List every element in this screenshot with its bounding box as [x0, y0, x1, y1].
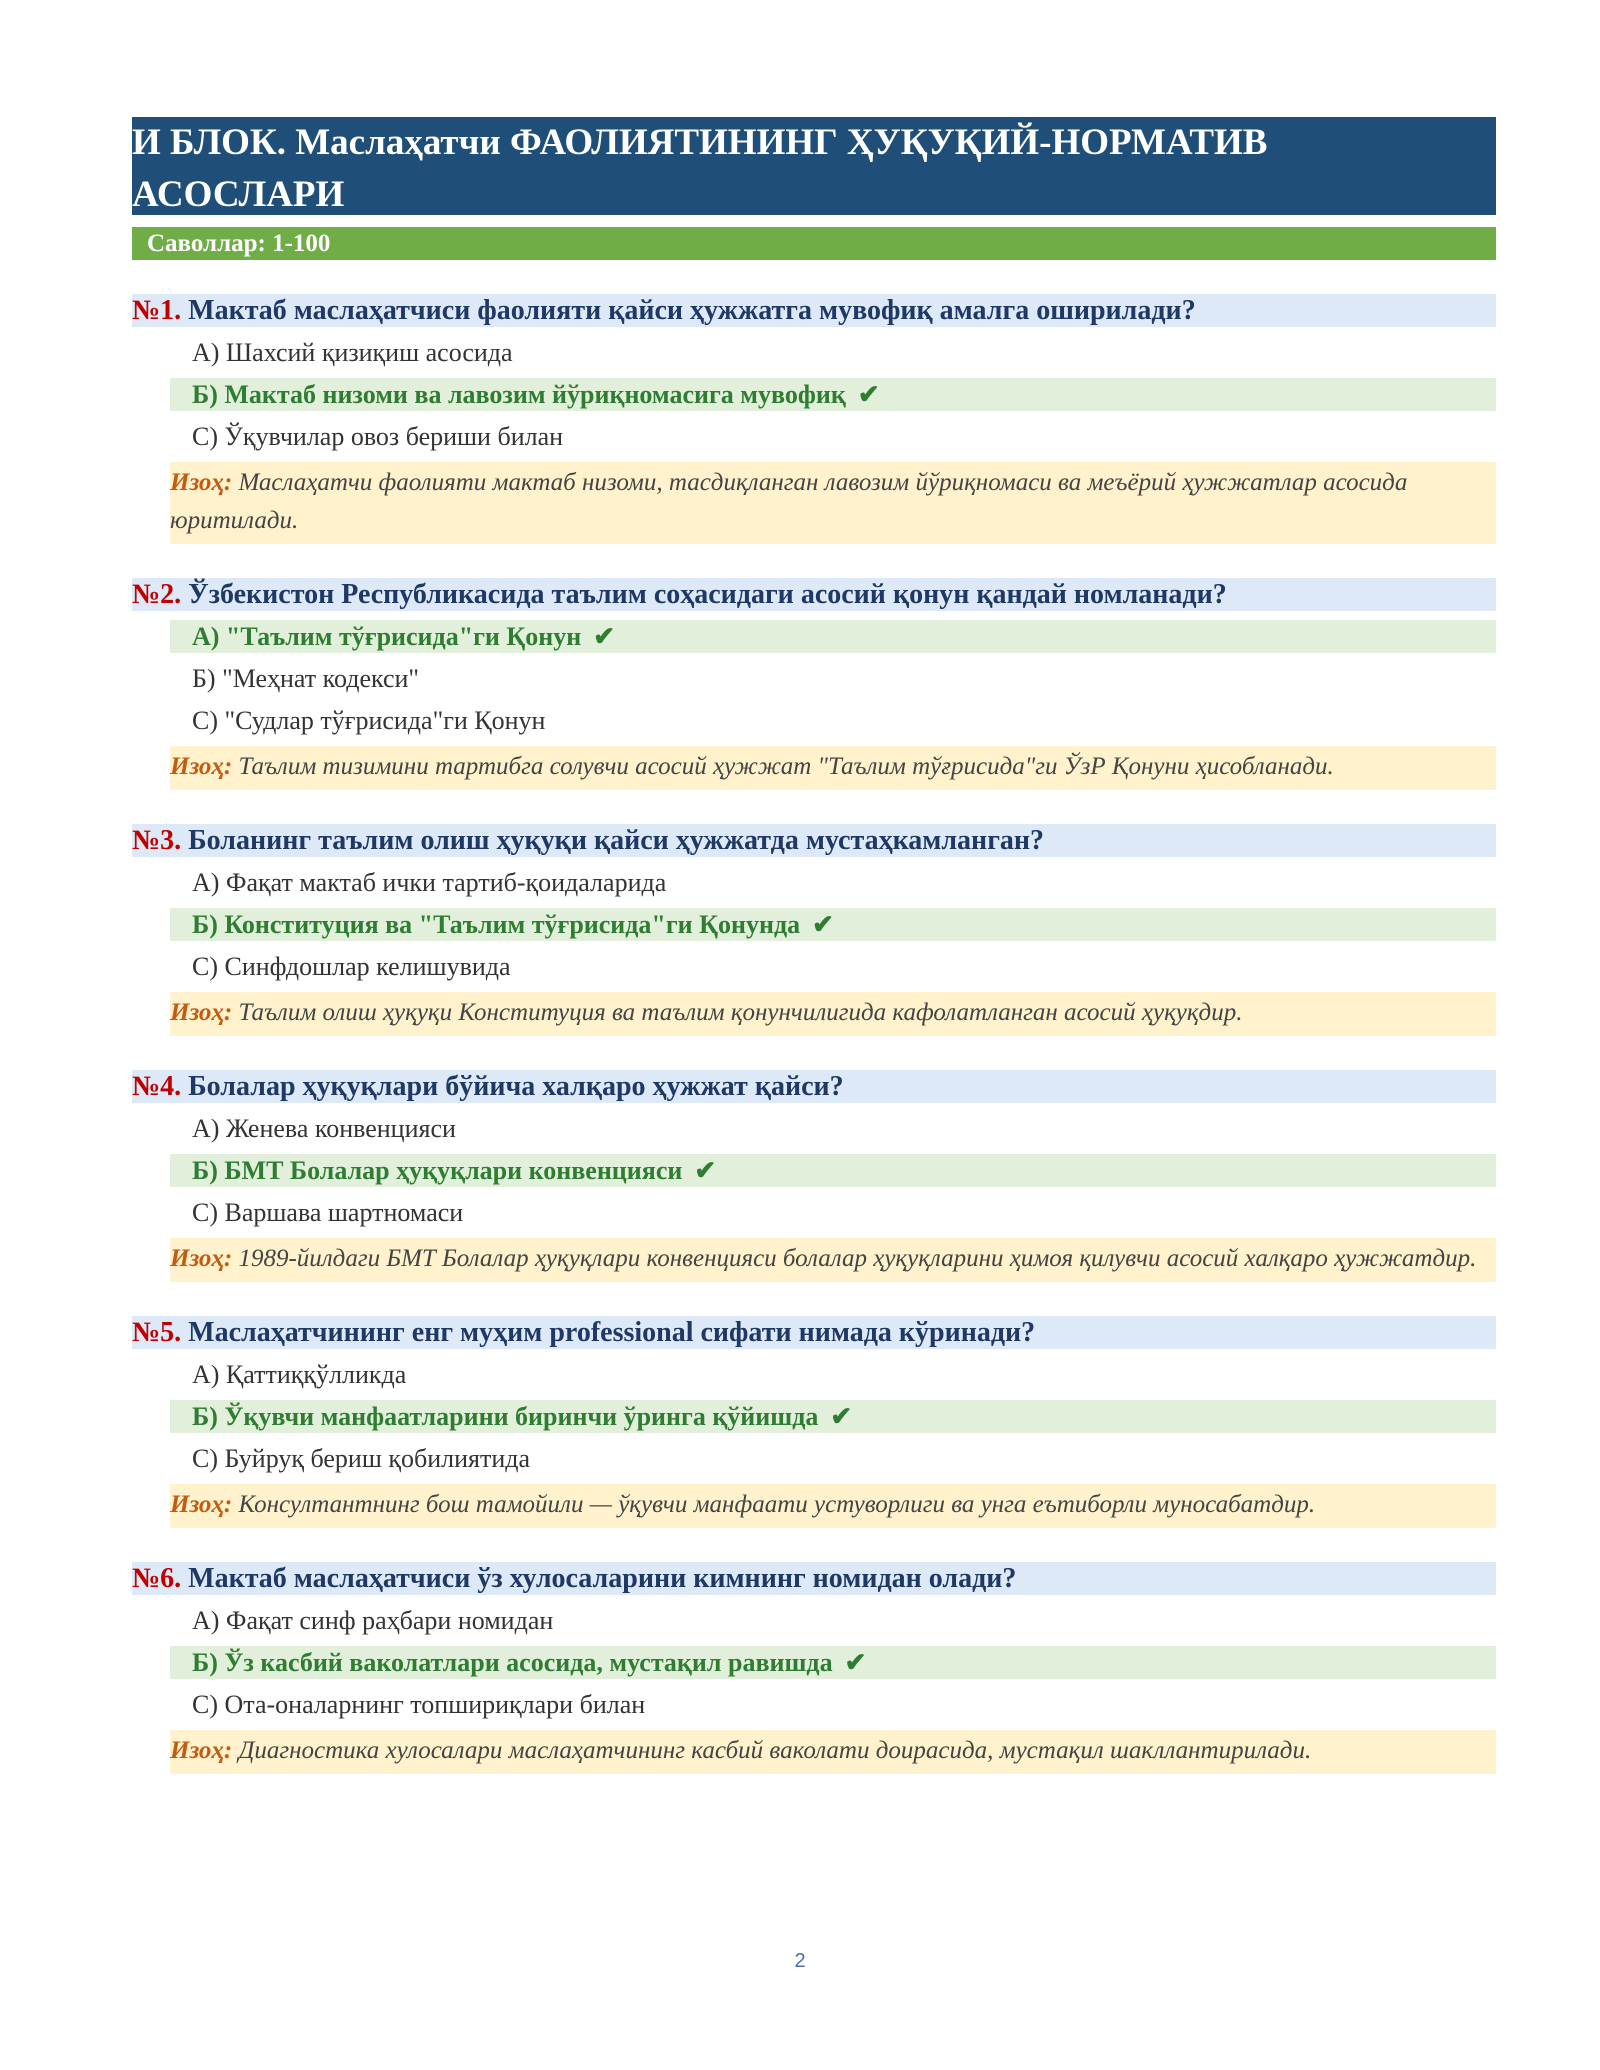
note-label: Изоҳ:: [170, 1737, 233, 1764]
note-label: Изоҳ:: [170, 753, 233, 780]
question-number: №1.: [132, 295, 182, 326]
question-text: Мактаб маслаҳатчиси фаолияти қайси ҳужжатга мувофиқ амалга оширилади?: [188, 295, 1196, 326]
explanation-note: [170, 746, 1496, 790]
option-c: С) Буйруқ бериш қобилиятида: [192, 1444, 531, 1473]
question-text: Маслаҳатчининг енг муҳим professional сифати нимада кўринади?: [188, 1317, 1036, 1348]
block-title-line-2: АСОСЛАРИ: [132, 174, 345, 215]
option-b-correct: [170, 1400, 1496, 1433]
question-5: [132, 1316, 1496, 1528]
check-icon: ✔: [812, 910, 834, 939]
check-icon: ✔: [694, 1156, 717, 1185]
note-label: Изоҳ:: [170, 1245, 233, 1272]
question-text: Болалар ҳуқуқлари бўйича халқаро ҳужжат қайси?: [188, 1071, 844, 1102]
explanation-note: [170, 992, 1496, 1036]
question-title: [132, 294, 1496, 327]
note-label: Изоҳ:: [170, 1491, 233, 1518]
explanation-note: [170, 462, 1496, 544]
check-icon: ✔: [857, 380, 880, 409]
explanation-note: [170, 1238, 1496, 1282]
option-c: С) Синфдошлар келишувида: [192, 952, 511, 981]
note-text: Маслаҳатчи фаолияти мактаб низоми, тасдиқланган лавозим йўриқномаси ва меъёрий ҳужжатлар асосида юритилади.: [170, 469, 1408, 534]
question-number: №3.: [132, 825, 182, 856]
option-b-correct: [170, 1646, 1496, 1679]
note-text: Таълим тизимини тартибга солувчи асосий ҳужжат "Таълим тўғрисида"ги ЎзР Қонуни ҳисобланади.: [238, 753, 1334, 780]
option-a: А) Фақат мактаб ички тартиб-қоидаларида: [192, 868, 667, 897]
question-4: [132, 1070, 1496, 1282]
option-text: А) "Таълим тўғрисида"ги Қонун: [192, 622, 582, 651]
question-1: [132, 294, 1496, 544]
page-number: 2: [794, 1950, 806, 1972]
note-text: Консултантнинг бош тамойили — ўқувчи манфаати устуворлиги ва унга еътиборли муносабатдир.: [238, 1491, 1316, 1518]
block-title-line-1: И БЛОК. Маслаҳатчи ФАОЛИЯТИНИНГ ҲУҚУҚИЙ-НОРМАТИВ: [132, 122, 1268, 163]
option-a-correct: [170, 620, 1496, 653]
option-c: С) Ота-оналарнинг топшириқлари билан: [192, 1690, 646, 1719]
document-page: [132, 117, 1496, 1774]
option-text: Б) БМТ Болалар ҳуқуқлари конвенцияси: [192, 1156, 683, 1185]
question-number: №4.: [132, 1071, 182, 1102]
block-title: [132, 117, 1496, 215]
questions-range-label: Саволлар: 1-100: [132, 227, 1496, 260]
option-a: А) Фақат синф раҳбари номидан: [192, 1606, 554, 1635]
option-a: А) Қаттиққўлликда: [192, 1360, 407, 1389]
explanation-note: [170, 1484, 1496, 1528]
option-a: А) Женева конвенцияси: [192, 1114, 456, 1143]
check-icon: ✔: [844, 1648, 867, 1677]
question-number: №6.: [132, 1563, 182, 1594]
question-title: [132, 1562, 1496, 1595]
option-text: Б) Ўқувчи манфаатларини биринчи ўринга қўйишда: [192, 1402, 819, 1431]
question-text: Ўзбекистон Республикасида таълим соҳасидаги асосий қонун қандай номланади?: [188, 579, 1227, 610]
question-6: [132, 1562, 1496, 1774]
option-text: Б) Конституция ва "Таълим тўғрисида"ги Қонунда: [192, 910, 801, 939]
option-b-correct: [170, 1154, 1496, 1187]
note-text: Таълим олиш ҳуқуқи Конституция ва таълим қонунчилигида кафолатланган асосий ҳуқуқдир.: [238, 999, 1243, 1026]
note-label: Изоҳ:: [170, 469, 233, 496]
note-label: Изоҳ:: [170, 999, 233, 1026]
question-title: [132, 824, 1496, 857]
note-text: 1989-йилдаги БМТ Болалар ҳуқуқлари конвенцияси болалар ҳуқуқларини ҳимоя қилувчи асосий халқаро ҳужжатдир.: [238, 1245, 1477, 1272]
question-number: №2.: [132, 579, 182, 610]
option-b: Б) "Меҳнат кодекси": [192, 664, 420, 693]
option-b-correct: [170, 908, 1496, 941]
option-text: Б) Мактаб низоми ва лавозим йўриқномасига мувофиқ: [192, 380, 846, 409]
question-title: [132, 578, 1496, 611]
question-title: [132, 1070, 1496, 1103]
option-text: Б) Ўз касбий ваколатлари асосида, мустақил равишда: [192, 1648, 833, 1677]
option-c: С) Ўқувчилар овоз бериши билан: [192, 422, 564, 451]
option-b-correct: [170, 378, 1496, 411]
question-2: [132, 578, 1496, 790]
question-title: [132, 1316, 1496, 1349]
check-icon: ✔: [593, 622, 616, 651]
question-text: Боланинг таълим олиш ҳуқуқи қайси ҳужжатда мустаҳкамланган?: [188, 825, 1045, 856]
option-a: А) Шахсий қизиқиш асосида: [192, 338, 513, 367]
check-icon: ✔: [830, 1402, 853, 1431]
option-c: С) "Судлар тўғрисида"ги Қонун: [192, 706, 546, 735]
option-c: С) Варшава шартномаси: [192, 1198, 464, 1227]
explanation-note: [170, 1730, 1496, 1774]
note-text: Диагностика хулосалари маслаҳатчининг касбий ваколати доирасида, мустақил шакллантирилади.: [238, 1737, 1312, 1764]
question-number: №5.: [132, 1317, 182, 1348]
question-text: Мактаб маслаҳатчиси ўз хулосаларини кимнинг номидан олади?: [188, 1563, 1017, 1594]
question-3: [132, 824, 1496, 1036]
